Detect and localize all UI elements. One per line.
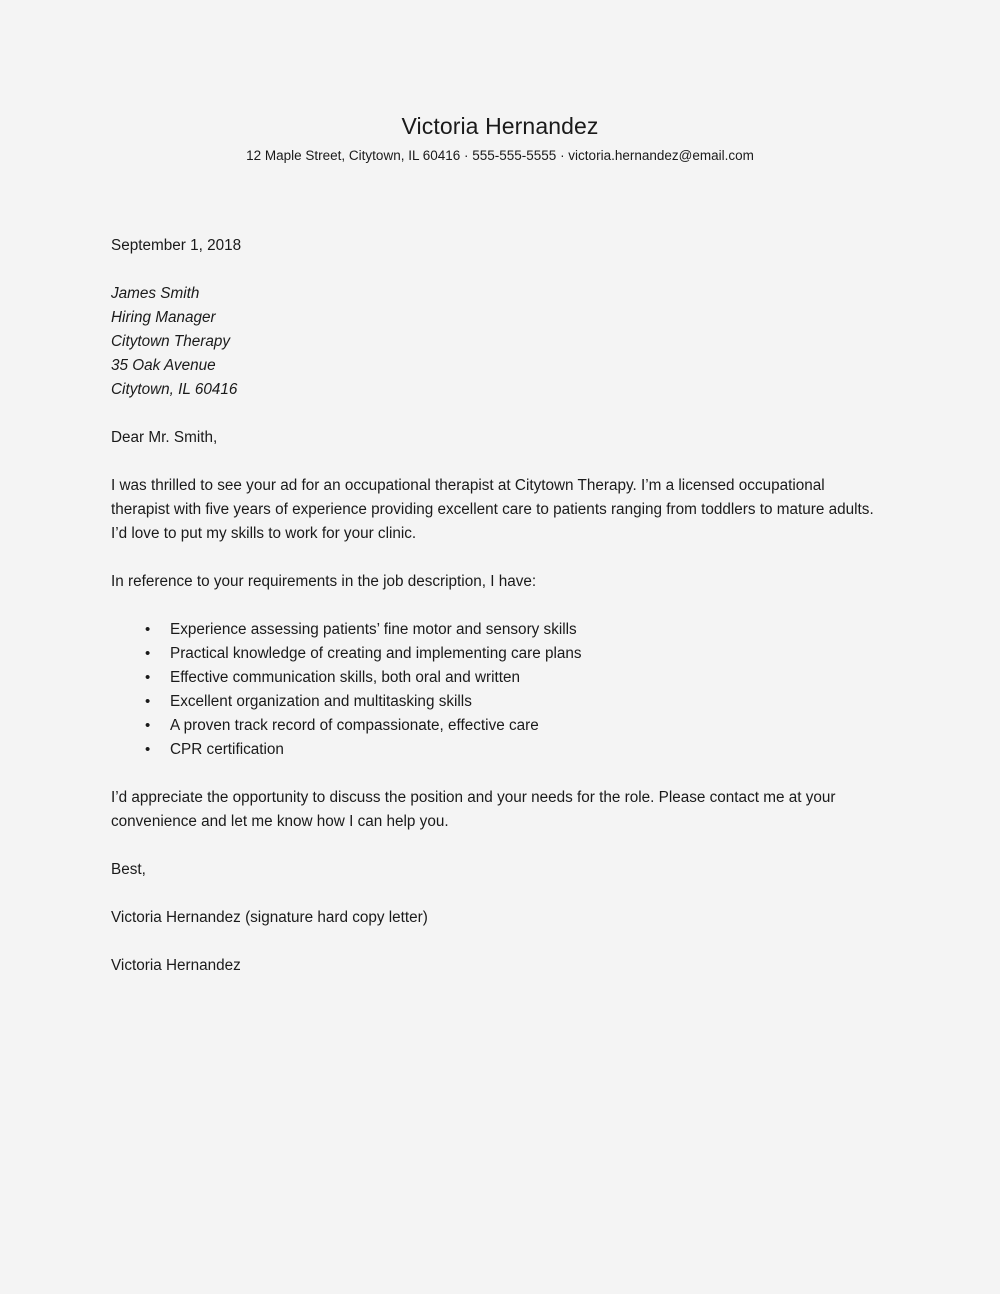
recipient-street: 35 Oak Avenue (111, 357, 216, 374)
sender-name: Victoria Hernandez (401, 113, 599, 139)
list-item-label: Experience assessing patients’ fine motor and sensory skills (170, 621, 577, 638)
list-item (111, 738, 878, 762)
list-item (111, 714, 878, 738)
requirements-list (111, 594, 878, 762)
recipient-title: Hiring Manager (111, 309, 216, 326)
list-intro-paragraph: In reference to your requirements in the job description, I have: (111, 573, 537, 590)
list-item (111, 642, 878, 666)
recipient-company: Citytown Therapy (111, 333, 231, 350)
body-paragraph-2: I’d appreciate the opportunity to discuss the position and your needs for the role. Please contact me at your convenience and let me know how I can help you. (111, 789, 836, 830)
sender-contact-line: 12 Maple Street, Citytown, IL 60416 · 555-555-5555 · victoria.hernandez@email.com (246, 148, 754, 163)
list-item-label: Effective communication skills, both oral and written (170, 669, 521, 686)
signature-note: Victoria Hernandez (signature hard copy letter) (111, 909, 428, 926)
list-item (111, 666, 878, 690)
bullet-icon: • (145, 741, 151, 758)
bullet-icon: • (145, 645, 151, 662)
bullet-icon: • (145, 621, 151, 638)
recipient-city-state-zip: Citytown, IL 60416 (111, 381, 238, 398)
bullet-icon: • (145, 717, 151, 734)
closing-salutation: Best, (111, 861, 146, 878)
list-item (111, 618, 878, 642)
recipient-address-block (111, 258, 878, 402)
salutation: Dear Mr. Smith, (111, 429, 218, 446)
list-item (111, 690, 878, 714)
list-item-label: CPR certification (170, 741, 284, 758)
recipient-name: James Smith (111, 285, 200, 302)
body-paragraph-1: I was thrilled to see your ad for an occupational therapist at Citytown Therapy. I’m a licensed occupational therapist with five years of experience providing excellent care to patients ranging from toddlers to mature adults. I’d love to put my skills to work for your clinic. (111, 477, 874, 542)
list-item-label: Practical knowledge of creating and implementing care plans (170, 645, 582, 662)
bullet-icon: • (145, 669, 151, 686)
signature-name: Victoria Hernandez (111, 957, 241, 974)
list-item-label: Excellent organization and multitasking skills (170, 693, 472, 710)
letterhead (0, 0, 1000, 166)
letter-date: September 1, 2018 (111, 237, 242, 254)
letter-body (111, 166, 878, 978)
bullet-icon: • (145, 693, 151, 710)
list-item-label: A proven track record of compassionate, effective care (170, 717, 539, 734)
